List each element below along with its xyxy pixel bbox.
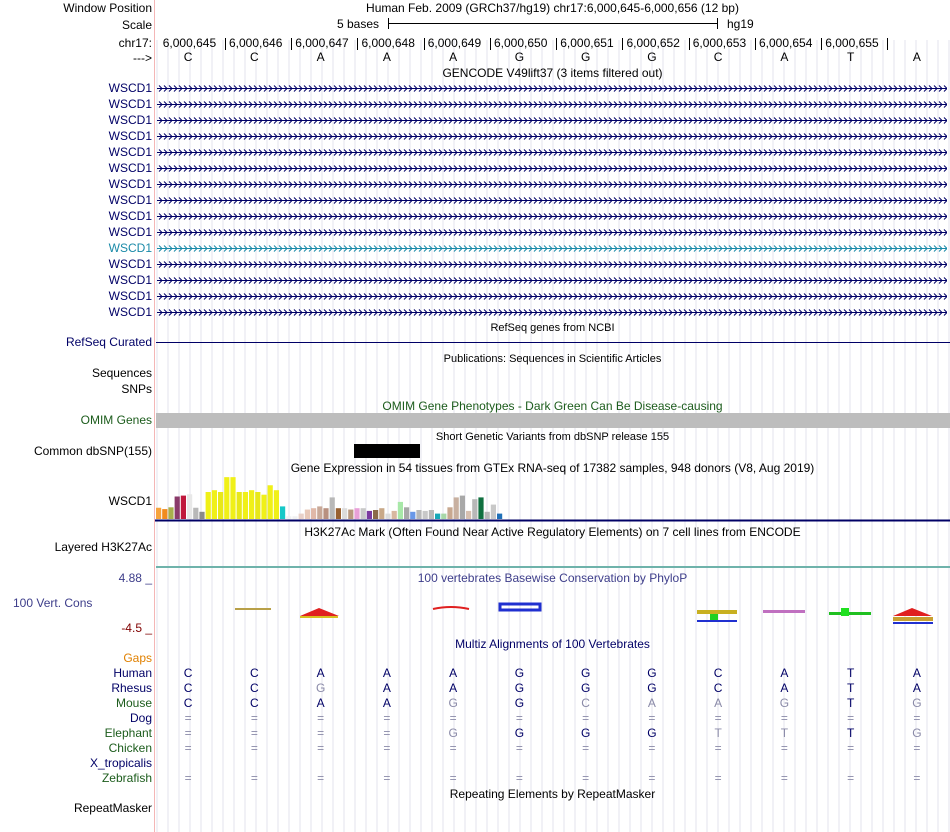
phylop-mark-c2 xyxy=(235,608,271,610)
gtex-tissue-bar[interactable] xyxy=(237,492,242,519)
gtex-tissue-bar[interactable] xyxy=(323,508,328,519)
multiz-aligned-base: = xyxy=(317,771,325,785)
gencode-transcript-line[interactable] xyxy=(157,243,947,254)
gtex-tissue-bar[interactable] xyxy=(168,507,173,519)
ruler-position-label: 6,000,647 xyxy=(295,36,349,50)
multiz-aligned-base: G xyxy=(580,726,591,740)
multiz-aligned-base: G xyxy=(448,726,458,740)
gtex-tissue-bar[interactable] xyxy=(404,507,409,519)
phylop-mark-t11 xyxy=(829,612,871,615)
gtex-tissue-bar[interactable] xyxy=(175,497,180,520)
gtex-tissue-bar[interactable] xyxy=(435,514,440,519)
gtex-tissue-bar[interactable] xyxy=(286,516,291,519)
gtex-tissue-bar[interactable] xyxy=(280,506,285,519)
multiz-aligned-base: G xyxy=(647,681,657,695)
multiz-aligned-base: = xyxy=(317,726,325,740)
multiz-aligned-base: A xyxy=(316,696,325,710)
gtex-tissue-bar[interactable] xyxy=(361,508,366,519)
ruler-position-label: 6,000,646 xyxy=(229,36,283,50)
multiz-aligned-base: = xyxy=(582,711,590,725)
multiz-aligned-base: G xyxy=(514,726,525,740)
ruler-tick xyxy=(225,38,226,50)
gtex-tissue-bar[interactable] xyxy=(199,512,204,519)
multiz-aligned-base: G xyxy=(647,666,657,680)
gtex-tissue-bar[interactable] xyxy=(243,492,248,519)
multiz-aligned-base: A xyxy=(647,696,656,710)
multiz-aligned-base: T xyxy=(714,726,722,740)
gencode-transcript-label[interactable]: WSCD1 xyxy=(108,81,152,95)
dbsnp-variant-block[interactable] xyxy=(354,444,420,458)
multiz-aligned-base: G xyxy=(912,726,922,740)
phylop-max-label: 4.88 _ xyxy=(118,571,152,585)
gencode-transcript-label[interactable]: WSCD1 xyxy=(108,193,152,207)
ruler-tick xyxy=(556,38,557,50)
refseq-track-label[interactable]: RefSeq Curated xyxy=(65,335,152,349)
gtex-tissue-bar[interactable] xyxy=(410,512,415,519)
gtex-tissue-bar[interactable] xyxy=(249,490,254,519)
ruler-position-label: 6,000,651 xyxy=(560,36,614,50)
multiz-gaps-label[interactable]: Gaps xyxy=(123,651,152,665)
multiz-track-title[interactable]: Multiz Alignments of 100 Vertebrates xyxy=(455,637,650,651)
phylop-mark-t11-box xyxy=(841,608,849,616)
gtex-tissue-bar[interactable] xyxy=(261,495,266,519)
gencode-transcript-label[interactable]: WSCD1 xyxy=(108,97,152,111)
multiz-aligned-base: = xyxy=(648,771,656,785)
multiz-aligned-base: G xyxy=(315,681,326,695)
multiz-aligned-base: G xyxy=(580,681,591,695)
scale-db-label: hg19 xyxy=(727,17,754,31)
reference-base: A xyxy=(912,50,921,64)
multiz-aligned-base: = xyxy=(449,771,457,785)
reference-base: A xyxy=(780,50,789,64)
dbsnp-track-label[interactable]: Common dbSNP(155) xyxy=(33,444,152,458)
gencode-transcript-line[interactable] xyxy=(157,99,947,110)
multiz-aligned-base: A xyxy=(382,666,391,680)
gtex-tissue-bar[interactable] xyxy=(466,511,471,519)
multiz-aligned-base: = xyxy=(515,771,523,785)
gencode-transcript-label[interactable]: WSCD1 xyxy=(108,113,152,127)
gtex-tissue-bar[interactable] xyxy=(305,510,310,519)
refseq-track-title[interactable]: RefSeq genes from NCBI xyxy=(490,322,615,334)
gencode-transcript-line[interactable] xyxy=(157,131,947,142)
reference-base: G xyxy=(580,50,591,64)
gtex-tissue-bar[interactable] xyxy=(336,508,341,519)
ruler-tick xyxy=(622,38,623,50)
publications-snps-label[interactable]: SNPs xyxy=(121,382,152,396)
ruler-position-label: 6,000,652 xyxy=(626,36,680,50)
strand-label: ---> xyxy=(133,51,152,65)
multiz-aligned-base: = xyxy=(383,771,391,785)
multiz-aligned-base: = xyxy=(648,711,656,725)
multiz-aligned-base: G xyxy=(448,696,458,710)
multiz-aligned-base: = xyxy=(714,741,722,755)
reference-base: C xyxy=(183,50,193,64)
multiz-aligned-base: = xyxy=(449,711,457,725)
multiz-aligned-base: = xyxy=(383,726,391,740)
multiz-aligned-base: = xyxy=(250,741,258,755)
gencode-transcript-label[interactable]: WSCD1 xyxy=(108,129,152,143)
phylop-mark-c9-blue xyxy=(697,620,737,622)
multiz-aligned-base: C xyxy=(183,681,193,695)
multiz-aligned-base: = xyxy=(714,771,722,785)
gtex-tissue-bar[interactable] xyxy=(497,514,502,519)
multiz-aligned-base: G xyxy=(580,666,591,680)
multiz-aligned-base: C xyxy=(713,666,723,680)
gtex-tissue-bar[interactable] xyxy=(162,509,167,519)
ruler-position-label: 6,000,653 xyxy=(692,36,747,50)
gtex-tissue-bar[interactable] xyxy=(317,506,322,519)
phylop-min-label: -4.5 _ xyxy=(121,621,152,635)
multiz-aligned-base: G xyxy=(514,666,525,680)
phylop-mark-a12 xyxy=(893,608,932,616)
gencode-transcript-line[interactable] xyxy=(157,115,947,126)
scale-bar xyxy=(388,23,718,24)
multiz-aligned-base: = xyxy=(317,741,325,755)
multiz-aligned-base: = xyxy=(913,741,921,755)
ruler-tick xyxy=(357,38,358,50)
multiz-aligned-base: T xyxy=(846,696,855,710)
multiz-aligned-base: = xyxy=(648,741,656,755)
gtex-tissue-bar[interactable] xyxy=(181,496,186,519)
multiz-species-label[interactable]: Human xyxy=(113,666,152,680)
ruler-tick xyxy=(887,38,888,50)
gencode-transcript-line[interactable] xyxy=(157,227,947,238)
multiz-species-label[interactable]: Mouse xyxy=(115,696,152,710)
reference-base: C xyxy=(250,50,259,64)
multiz-aligned-base: A xyxy=(912,666,921,680)
multiz-aligned-base: G xyxy=(514,681,525,695)
multiz-aligned-base: G xyxy=(912,696,922,710)
phylop-mark-c9-green xyxy=(710,614,718,620)
multiz-aligned-base: = xyxy=(250,711,258,725)
ruler-tick xyxy=(291,38,292,50)
gtex-tissue-bar[interactable] xyxy=(367,511,372,519)
gtex-tissue-bar[interactable] xyxy=(491,505,496,519)
gtex-track-label[interactable]: WSCD1 xyxy=(108,494,152,508)
phylop-track-title[interactable]: 100 vertebrates Basewise Conservation by PhyloP xyxy=(417,571,688,585)
multiz-aligned-base: C xyxy=(183,666,193,680)
h3k27ac-track-title[interactable]: H3K27Ac Mark (Often Found Near Active Regulatory Elements) on 7 cell lines from ENCODE xyxy=(304,525,801,539)
gtex-tissue-bar[interactable] xyxy=(354,508,359,519)
multiz-aligned-base: C xyxy=(581,696,590,710)
gencode-transcript-label[interactable]: WSCD1 xyxy=(108,257,152,271)
ruler-tick xyxy=(689,38,690,50)
gencode-transcript-line[interactable] xyxy=(157,259,947,270)
reference-base: C xyxy=(713,50,723,64)
phylop-mark-a10 xyxy=(763,610,805,613)
gtex-tissue-bar[interactable] xyxy=(299,514,304,519)
omim-gene-bar[interactable] xyxy=(156,413,950,428)
multiz-aligned-base: = xyxy=(847,741,855,755)
gtex-tissue-bar[interactable] xyxy=(392,511,397,519)
phylop-mark-g6 xyxy=(500,604,540,610)
gtex-tissue-bar[interactable] xyxy=(206,492,211,519)
multiz-aligned-base: = xyxy=(780,741,788,755)
gtex-tissue-bar[interactable] xyxy=(212,490,217,519)
repeatmasker-track-title[interactable]: Repeating Elements by RepeatMasker xyxy=(449,787,656,801)
multiz-aligned-base: = xyxy=(714,711,722,725)
multiz-aligned-base: = xyxy=(317,711,325,725)
ruler-position-label: 6,000,649 xyxy=(427,36,482,50)
chrom-label: chr17: xyxy=(118,36,152,50)
gencode-transcript-label[interactable]: WSCD1 xyxy=(108,289,152,303)
multiz-aligned-base: = xyxy=(515,711,523,725)
multiz-species-label[interactable]: Dog xyxy=(129,711,152,725)
multiz-aligned-base: A xyxy=(382,681,391,695)
ruler-tick xyxy=(424,38,425,50)
gencode-track-title[interactable]: GENCODE V49lift37 (3 items filtered out) xyxy=(442,66,663,80)
ruler-position-label: 6,000,650 xyxy=(494,36,548,50)
assembly-position: Human Feb. 2009 (GRCh37/hg19) chr17:6,000,645-6,000,656 (12 bp) xyxy=(366,1,739,15)
gtex-tissue-bar[interactable] xyxy=(193,508,198,519)
gencode-transcript-label[interactable]: WSCD1 xyxy=(108,225,152,239)
multiz-aligned-base: A xyxy=(714,696,723,710)
gtex-tissue-bar[interactable] xyxy=(416,510,421,519)
multiz-aligned-base: A xyxy=(449,666,458,680)
gencode-transcript-label[interactable]: WSCD1 xyxy=(108,241,152,255)
multiz-aligned-base: T xyxy=(846,681,855,695)
multiz-species-label[interactable]: Chicken xyxy=(108,741,152,755)
multiz-aligned-base: C xyxy=(183,696,193,710)
gtex-tissue-bar[interactable] xyxy=(441,514,446,519)
omim-track-label[interactable]: OMIM Genes xyxy=(80,413,152,427)
multiz-aligned-base: A xyxy=(912,681,921,695)
multiz-aligned-base: A xyxy=(780,666,789,680)
gtex-tissue-bar[interactable] xyxy=(187,494,192,519)
gtex-tissue-bar[interactable] xyxy=(311,508,316,519)
multiz-aligned-base: = xyxy=(515,741,523,755)
multiz-aligned-base: = xyxy=(383,741,391,755)
gtex-tissue-bar[interactable] xyxy=(373,510,378,519)
multiz-aligned-base: = xyxy=(847,711,855,725)
gtex-tissue-bar[interactable] xyxy=(485,512,490,519)
reference-base: A xyxy=(449,50,458,64)
phylop-mark-c9 xyxy=(697,610,737,614)
multiz-species-label[interactable]: Elephant xyxy=(104,726,152,740)
ruler-tick xyxy=(821,38,822,50)
multiz-aligned-base: A xyxy=(316,666,325,680)
gtex-tissue-bar[interactable] xyxy=(330,497,335,519)
multiz-aligned-base: = xyxy=(184,771,192,785)
gencode-transcript-line[interactable] xyxy=(157,179,947,190)
window-position-label: Window Position xyxy=(63,1,152,15)
multiz-aligned-base: = xyxy=(913,771,921,785)
gtex-tissue-bar[interactable] xyxy=(218,492,223,519)
scale-bar-label: 5 bases xyxy=(337,17,380,31)
gencode-transcript-label[interactable]: WSCD1 xyxy=(108,145,152,159)
gtex-tissue-bar[interactable] xyxy=(342,508,347,519)
gencode-transcript-line[interactable] xyxy=(157,275,947,286)
multiz-aligned-base: T xyxy=(846,726,855,740)
phylop-mark-a3 xyxy=(300,608,339,616)
multiz-species-label[interactable]: Rhesus xyxy=(111,681,152,695)
multiz-aligned-base: = xyxy=(780,711,788,725)
gtex-tissue-bar[interactable] xyxy=(398,502,403,519)
gtex-tissue-bar[interactable] xyxy=(385,514,390,519)
phylop-logo-plot[interactable] xyxy=(155,596,950,628)
gencode-transcript-line[interactable] xyxy=(157,83,947,94)
gencode-transcript-line[interactable] xyxy=(157,307,947,318)
gtex-tissue-bar[interactable] xyxy=(255,492,260,519)
multiz-aligned-base: = xyxy=(582,741,590,755)
gencode-transcript-line[interactable] xyxy=(157,195,947,206)
ruler-position-label: 6,000,645 xyxy=(162,36,217,50)
gtex-tissue-bar[interactable] xyxy=(348,510,353,519)
gencode-transcript-line[interactable] xyxy=(157,163,947,174)
gencode-transcript-label[interactable]: WSCD1 xyxy=(108,161,152,175)
multiz-aligned-base: A xyxy=(382,696,391,710)
repeatmasker-track-label[interactable]: RepeatMasker xyxy=(73,801,152,815)
refseq-gene-line[interactable] xyxy=(156,342,950,343)
multiz-aligned-base: T xyxy=(780,726,789,740)
multiz-aligned-base: T xyxy=(846,666,855,680)
gencode-transcript-label[interactable]: WSCD1 xyxy=(108,305,152,319)
multiz-aligned-base: C xyxy=(713,681,723,695)
multiz-aligned-base: G xyxy=(647,726,657,740)
multiz-aligned-base: = xyxy=(184,711,192,725)
gencode-transcript-label[interactable]: WSCD1 xyxy=(108,273,152,287)
multiz-aligned-base: A xyxy=(449,681,458,695)
multiz-aligned-base: = xyxy=(383,711,391,725)
phylop-mark-a3-base xyxy=(300,616,338,618)
multiz-aligned-base: = xyxy=(913,711,921,725)
scale-label: Scale xyxy=(121,18,152,32)
reference-base: A xyxy=(316,50,325,64)
gtex-tissue-bar[interactable] xyxy=(274,490,279,519)
gtex-tissue-bar[interactable] xyxy=(230,477,235,519)
multiz-aligned-base: G xyxy=(779,696,790,710)
gtex-tissue-bar[interactable] xyxy=(292,516,297,519)
h3k27ac-track-label[interactable]: Layered H3K27Ac xyxy=(54,540,152,554)
ruler-tick xyxy=(490,38,491,50)
publications-track-title[interactable]: Publications: Sequences in Scientific Articles xyxy=(443,353,662,365)
scale-bar-left-tick xyxy=(388,18,389,29)
gencode-transcript-label[interactable]: WSCD1 xyxy=(108,209,152,223)
multiz-aligned-base: = xyxy=(780,771,788,785)
gencode-transcript-line[interactable] xyxy=(157,291,947,302)
gtex-tissue-bar[interactable] xyxy=(447,507,452,519)
gtex-tissue-bar[interactable] xyxy=(423,511,428,519)
gtex-tissue-bar[interactable] xyxy=(268,485,273,519)
gtex-tissue-bar[interactable] xyxy=(156,508,161,519)
ruler-position-label: 6,000,648 xyxy=(361,36,415,50)
multiz-aligned-base: A xyxy=(780,681,789,695)
reference-base: A xyxy=(382,50,391,64)
multiz-aligned-base: C xyxy=(250,696,259,710)
phylop-track-label[interactable]: 100 Vert. Cons xyxy=(13,596,93,610)
gtex-tissue-bar[interactable] xyxy=(472,499,477,519)
ruler-tick xyxy=(755,38,756,50)
multiz-aligned-base: C xyxy=(250,666,259,680)
multiz-aligned-base: = xyxy=(582,771,590,785)
gencode-transcript-line[interactable] xyxy=(157,147,947,158)
gtex-tissue-bar[interactable] xyxy=(460,496,465,519)
ruler-position-label: 6,000,655 xyxy=(825,36,879,50)
scale-bar-right-tick xyxy=(717,18,718,29)
gencode-transcript-label[interactable]: WSCD1 xyxy=(108,177,152,191)
h3k27ac-signal-baseline xyxy=(156,566,950,568)
multiz-aligned-base: = xyxy=(250,726,258,740)
multiz-aligned-base: = xyxy=(184,726,192,740)
gtex-tissue-bar[interactable] xyxy=(224,477,229,519)
gtex-tissue-bar[interactable] xyxy=(454,497,459,519)
multiz-aligned-base: = xyxy=(847,771,855,785)
reference-base: G xyxy=(647,50,657,64)
omim-track-title[interactable]: OMIM Gene Phenotypes - Dark Green Can Be Disease-causing xyxy=(382,399,723,413)
publications-sequences-label[interactable]: Sequences xyxy=(91,366,152,380)
reference-base: G xyxy=(514,50,525,64)
reference-base: T xyxy=(846,50,855,64)
gtex-tissue-bar[interactable] xyxy=(478,497,483,519)
dbsnp-track-title[interactable]: Short Genetic Variants from dbSNP release 155 xyxy=(435,431,670,443)
phylop-mark-a12-base xyxy=(893,617,933,621)
multiz-aligned-base: G xyxy=(514,696,525,710)
multiz-species-label[interactable]: X_tropicalis xyxy=(89,756,152,770)
gtex-expression-chart[interactable] xyxy=(155,474,950,522)
gencode-transcript-line[interactable] xyxy=(157,211,947,222)
phylop-mark-a5 xyxy=(433,607,469,609)
gtex-track-title[interactable]: Gene Expression in 54 tissues from GTEx RNA-seq of 17382 samples, 948 donors (V8, Aug 2019) xyxy=(290,461,815,475)
gtex-tissue-bar[interactable] xyxy=(379,508,384,519)
multiz-species-label[interactable]: Zebrafish xyxy=(101,771,152,785)
multiz-aligned-base: = xyxy=(250,771,258,785)
multiz-aligned-base: C xyxy=(250,681,259,695)
phylop-mark-a12-blue xyxy=(893,622,933,624)
gtex-tissue-bar[interactable] xyxy=(429,510,434,519)
multiz-aligned-base: = xyxy=(184,741,192,755)
multiz-aligned-base: = xyxy=(449,741,457,755)
ruler-position-label: 6,000,654 xyxy=(759,36,813,50)
